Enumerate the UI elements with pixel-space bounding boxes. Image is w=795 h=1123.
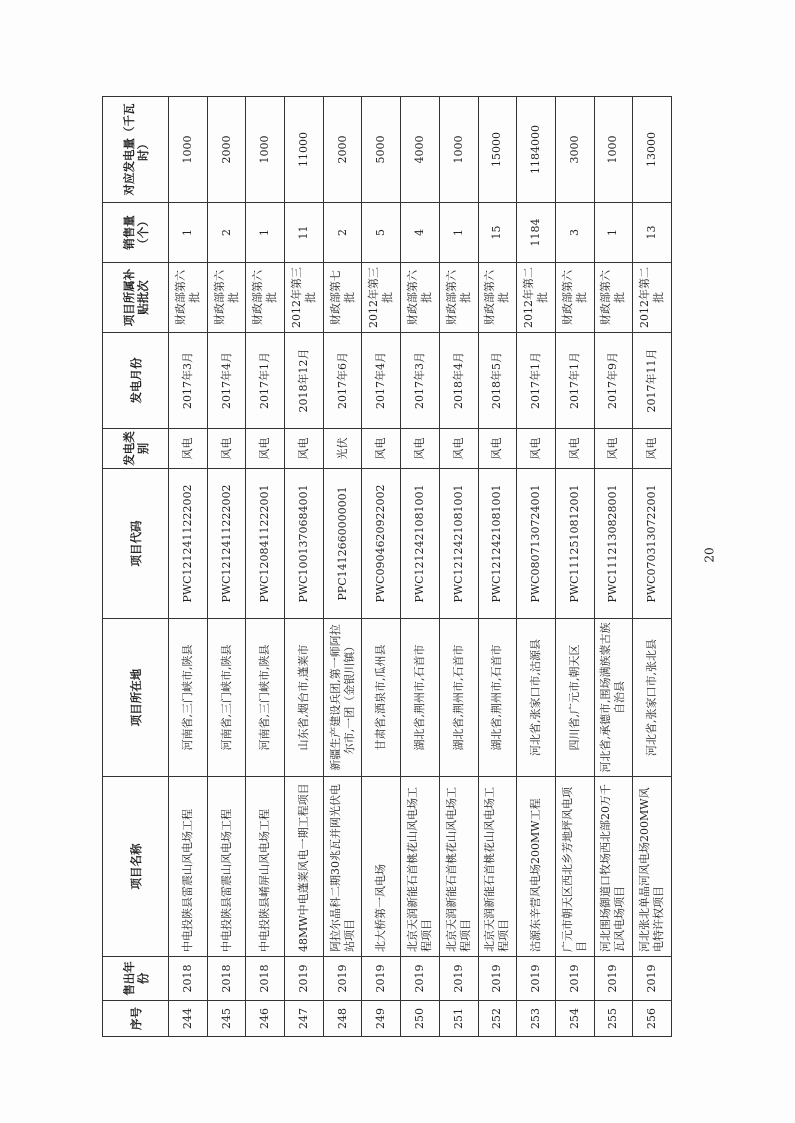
- cell-power: 1000: [439, 97, 478, 203]
- cell-qty: 13: [633, 203, 672, 263]
- table-header-row: [103, 97, 169, 1037]
- cell-seq: 254: [555, 1001, 594, 1037]
- cell-batch: 财政部第六批: [169, 263, 208, 333]
- cell-year: 2019: [401, 957, 440, 1001]
- cell-year: 2019: [439, 957, 478, 1001]
- cell-name: 河北围场御道口牧场西北部20万千瓦风电场项目: [594, 777, 633, 957]
- cell-code: PWC1112510812001: [555, 469, 594, 619]
- cell-year: 2019: [594, 957, 633, 1001]
- cell-batch: 财政部第六批: [555, 263, 594, 333]
- cell-name: 北京天润新能石首桃花山风电场工程项目: [401, 777, 440, 957]
- cell-year: 2019: [323, 957, 362, 1001]
- cell-year: 2019: [517, 957, 556, 1001]
- cell-power: 3000: [555, 97, 594, 203]
- cell-loc: 湖北省,荆州市,石首市: [439, 619, 478, 777]
- table-row: [207, 97, 246, 1037]
- cell-month: 2017年4月: [207, 333, 246, 429]
- cell-name: 沽源东辛营风电场200MW工程: [517, 777, 556, 957]
- cell-type: 光伏: [323, 429, 362, 469]
- cell-batch: 财政部第七批: [323, 263, 362, 333]
- table-row: [401, 97, 440, 1037]
- cell-year: 2018: [169, 957, 208, 1001]
- table-row: [362, 97, 401, 1037]
- cell-name: 中电投陕县雷震山风电场工程: [207, 777, 246, 957]
- cell-type: 风电: [207, 429, 246, 469]
- cell-year: 2019: [555, 957, 594, 1001]
- table-row: [246, 97, 285, 1037]
- cell-seq: 252: [478, 1001, 517, 1037]
- cell-code: PPC1412660000001: [323, 469, 362, 619]
- cell-loc: 河南省,三门峡市,陕县: [246, 619, 285, 777]
- cell-loc: 新疆生产建设兵团,第一师阿拉尔市,一团（金银川镇）: [323, 619, 362, 777]
- cell-qty: 1: [439, 203, 478, 263]
- cell-type: 风电: [439, 429, 478, 469]
- cell-batch: 财政部第六批: [207, 263, 246, 333]
- cell-power: 15000: [478, 97, 517, 203]
- table-row: [285, 97, 324, 1037]
- cell-type: 风电: [478, 429, 517, 469]
- cell-month: 2017年9月: [594, 333, 633, 429]
- cell-code: PWC0807130724001: [517, 469, 556, 619]
- cell-seq: 256: [633, 1001, 672, 1037]
- cell-power: 2000: [323, 97, 362, 203]
- header-code: 项目代码: [103, 469, 169, 619]
- cell-month: 2017年1月: [246, 333, 285, 429]
- cell-code: PWC1112130828001: [594, 469, 633, 619]
- cell-batch: 2012年第三批: [362, 263, 401, 333]
- table-body: [169, 97, 672, 1037]
- cell-code: PWC1212421081001: [478, 469, 517, 619]
- cell-name: 中电投陕县崤屏山风电场工程: [246, 777, 285, 957]
- cell-month: 2017年3月: [401, 333, 440, 429]
- cell-loc: 河北省,张家口市,张北县: [633, 619, 672, 777]
- cell-type: 风电: [362, 429, 401, 469]
- cell-power: 2000: [207, 97, 246, 203]
- cell-year: 2018: [246, 957, 285, 1001]
- cell-batch: 2012年第二批: [517, 263, 556, 333]
- cell-loc: 湖北省,荆州市,石首市: [401, 619, 440, 777]
- cell-seq: 255: [594, 1001, 633, 1037]
- table-row: [323, 97, 362, 1037]
- cell-month: 2018年5月: [478, 333, 517, 429]
- cell-type: 风电: [517, 429, 556, 469]
- cell-loc: 山东省,烟台市,蓬莱市: [285, 619, 324, 777]
- cell-batch: 财政部第六批: [478, 263, 517, 333]
- cell-year: 2019: [478, 957, 517, 1001]
- table-row: [555, 97, 594, 1037]
- cell-year: 2019: [285, 957, 324, 1001]
- cell-seq: 248: [323, 1001, 362, 1037]
- cell-power: 5000: [362, 97, 401, 203]
- cell-month: 2017年11月: [633, 333, 672, 429]
- cell-qty: 1: [594, 203, 633, 263]
- cell-qty: 11: [285, 203, 324, 263]
- cell-loc: 河北省,张家口市,沽源县: [517, 619, 556, 777]
- table-row: [633, 97, 672, 1037]
- cell-month: 2017年6月: [323, 333, 362, 429]
- cell-code: PWC1212421081001: [401, 469, 440, 619]
- cell-month: 2017年1月: [517, 333, 556, 429]
- cell-seq: 251: [439, 1001, 478, 1037]
- cell-name: 北京天润新能石首桃花山风电场工程项目: [439, 777, 478, 957]
- cell-power: 1000: [594, 97, 633, 203]
- cell-power: 1184000: [517, 97, 556, 203]
- header-power: 对应发电量（千瓦时）: [103, 97, 169, 203]
- cell-code: PWC1208411222001: [246, 469, 285, 619]
- cell-seq: 249: [362, 1001, 401, 1037]
- cell-seq: 246: [246, 1001, 285, 1037]
- cell-name: 北大桥第一风电场: [362, 777, 401, 957]
- cell-month: 2018年4月: [439, 333, 478, 429]
- cell-month: 2017年1月: [555, 333, 594, 429]
- header-batch: 项目所属补贴批次: [103, 263, 169, 333]
- header-month: 发电月份: [103, 333, 169, 429]
- cell-name: 中电投陕县雷震山风电场工程: [169, 777, 208, 957]
- project-table: [102, 96, 672, 1037]
- cell-power: 13000: [633, 97, 672, 203]
- cell-type: 风电: [285, 429, 324, 469]
- header-seq: 序号: [103, 1001, 169, 1037]
- cell-type: 风电: [594, 429, 633, 469]
- cell-name: 阿拉尔晶科二期30兆瓦并网光伏电站项目: [323, 777, 362, 957]
- cell-type: 风电: [169, 429, 208, 469]
- cell-qty: 4: [401, 203, 440, 263]
- cell-month: 2017年3月: [169, 333, 208, 429]
- cell-batch: 财政部第六批: [439, 263, 478, 333]
- cell-month: 2017年4月: [362, 333, 401, 429]
- cell-qty: 1: [169, 203, 208, 263]
- cell-seq: 245: [207, 1001, 246, 1037]
- table-row: [169, 97, 208, 1037]
- cell-year: 2018: [207, 957, 246, 1001]
- cell-qty: 3: [555, 203, 594, 263]
- cell-seq: 244: [169, 1001, 208, 1037]
- cell-name: 河北张北单晶河风电场200MW风电特许权项目: [633, 777, 672, 957]
- table-row: [517, 97, 556, 1037]
- cell-seq: 247: [285, 1001, 324, 1037]
- header-year: 售出年份: [103, 957, 169, 1001]
- cell-batch: 财政部第六批: [594, 263, 633, 333]
- cell-batch: 财政部第六批: [246, 263, 285, 333]
- header-quantity: 销售量（个）: [103, 203, 169, 263]
- header-location: 项目所在地: [103, 619, 169, 777]
- cell-type: 风电: [246, 429, 285, 469]
- cell-code: PWC1001370684001: [285, 469, 324, 619]
- cell-qty: 1184: [517, 203, 556, 263]
- cell-loc: 四川省,广元市,朝天区: [555, 619, 594, 777]
- cell-name: 广元市朝天区西北乡芳地坪风电项目: [555, 777, 594, 957]
- cell-code: PWC0703130722001: [633, 469, 672, 619]
- cell-loc: 甘肃省,酒泉市,瓜州县: [362, 619, 401, 777]
- cell-year: 2019: [633, 957, 672, 1001]
- cell-loc: 河南省,三门峡市,陕县: [207, 619, 246, 777]
- cell-year: 2019: [362, 957, 401, 1001]
- cell-seq: 253: [517, 1001, 556, 1037]
- cell-code: PWC1212411222002: [169, 469, 208, 619]
- cell-power: 4000: [401, 97, 440, 203]
- table-row: [439, 97, 478, 1037]
- cell-batch: 2012年第二批: [633, 263, 672, 333]
- cell-batch: 2012年第三批: [285, 263, 324, 333]
- header-name: 项目名称: [103, 777, 169, 957]
- cell-qty: 1: [246, 203, 285, 263]
- cell-type: 风电: [401, 429, 440, 469]
- header-type: 发电类别: [103, 429, 169, 469]
- cell-loc: 湖北省,荆州市,石首市: [478, 619, 517, 777]
- cell-type: 风电: [633, 429, 672, 469]
- cell-type: 风电: [555, 429, 594, 469]
- cell-code: PWC0904620922002: [362, 469, 401, 619]
- cell-loc: 河南省,三门峡市,陕县: [169, 619, 208, 777]
- cell-qty: 5: [362, 203, 401, 263]
- cell-seq: 250: [401, 1001, 440, 1037]
- cell-power: 1000: [169, 97, 208, 203]
- cell-power: 1000: [246, 97, 285, 203]
- page-number: 20: [702, 547, 717, 563]
- cell-qty: 2: [323, 203, 362, 263]
- cell-code: PWC1212421081001: [439, 469, 478, 619]
- cell-name: 北京天润新能石首桃花山风电场工程项目: [478, 777, 517, 957]
- cell-qty: 2: [207, 203, 246, 263]
- rotated-table-container: [102, 97, 672, 1037]
- table-row: [594, 97, 633, 1037]
- cell-code: PWC1212411222002: [207, 469, 246, 619]
- cell-month: 2018年12月: [285, 333, 324, 429]
- cell-batch: 财政部第六批: [401, 263, 440, 333]
- cell-qty: 15: [478, 203, 517, 263]
- cell-loc: 河北省,承德市,围场满族蒙古族自治县: [594, 619, 633, 777]
- cell-name: 48MW中电蓬莱风电一期工程项目: [285, 777, 324, 957]
- cell-power: 11000: [285, 97, 324, 203]
- table-row: [478, 97, 517, 1037]
